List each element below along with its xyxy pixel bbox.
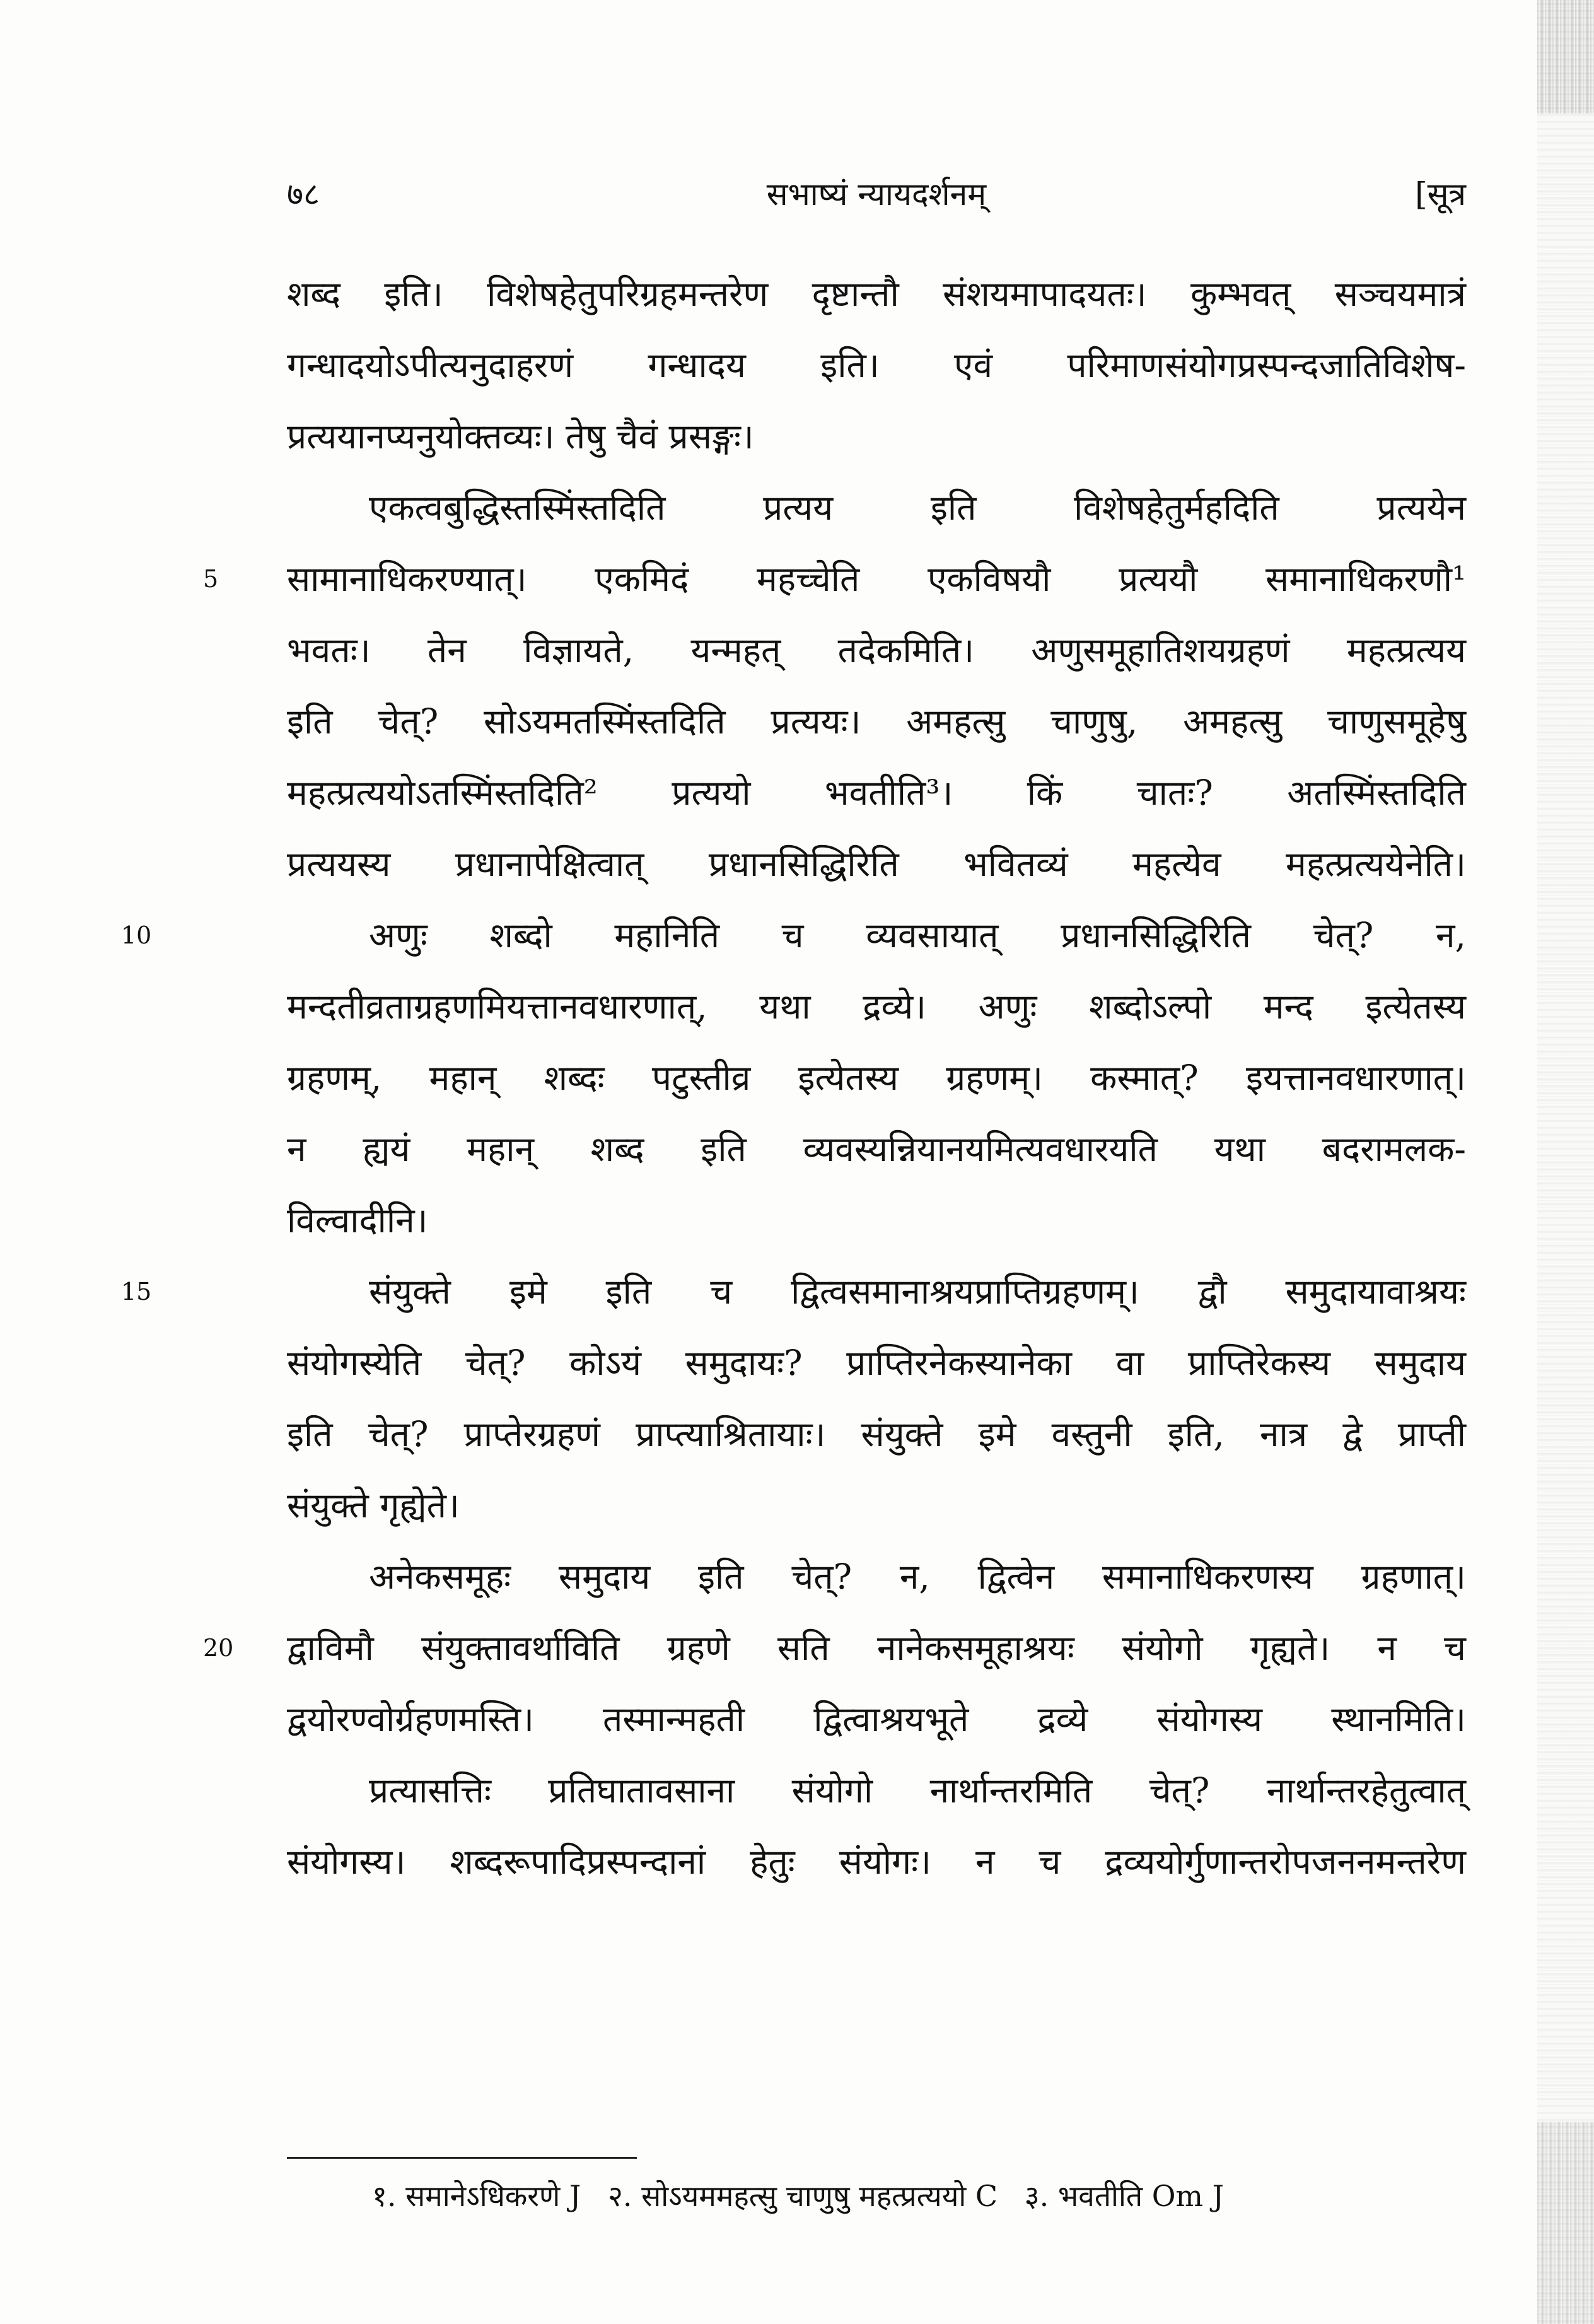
text-line-5 xyxy=(203,544,1466,615)
text-line: प्रत्ययस्य प्रधानापेक्षित्वात् प्रधानसिद्धिरिति भवितव्यं महत्येव महत्प्रत्ययेनेति। xyxy=(287,844,1466,884)
text-line: संयुक्ते गृह्येते। xyxy=(287,1485,460,1526)
scan-edge-bottom-noise xyxy=(1537,2122,1594,2324)
text-line: प्रत्ययानप्यनुयोक्तव्यः। तेषु चैवं प्रसङ्गः। xyxy=(287,416,754,457)
scan-edge-shadow xyxy=(1537,0,1594,2324)
text-line-content: सामानाधिकरण्यात्। एकमिदं महच्चेति एकविषयौ प्रत्ययौ समानाधिकरणौ¹ xyxy=(287,559,1466,599)
text-line: द्वयोरण्वोर्ग्रहणमस्ति। तस्मान्महती द्वित्वाश्रयभूते द्रव्ये संयोगस्य स्थानमिति। xyxy=(287,1699,1466,1739)
page-number: ७८ xyxy=(287,176,320,213)
text-line: न ह्ययं महान् शब्द इति व्यवस्यन्नियानयमित्यवधारयति यथा बदरामलक- xyxy=(287,1129,1466,1169)
text-line: मन्दतीव्रताग्रहणमियत्तानवधारणात्, यथा द्रव्ये। अणुः शब्दोऽल्पो मन्द इत्येतस्य xyxy=(287,986,1466,1027)
text-line: भवतः। तेन विज्ञायते, यन्महत् तदेकमिति। अणुसमूहातिशयग्रहणं महत्प्रत्यय xyxy=(287,630,1466,670)
text-line: शब्द इति। विशेषहेतुपरिग्रहमन्तरेण दृष्टान्तौ संशयमापादयतः। कुम्भवत् सञ्चयमात्रं xyxy=(287,274,1466,314)
footnote-3: ३. भवतीति Om J xyxy=(1024,2179,1225,2213)
text-line: संयोगस्येति चेत्? कोऽयं समुदायः? प्राप्तिरनेकस्यानेका वा प्राप्तिरेकस्य समुदाय xyxy=(287,1343,1466,1383)
footnote-1: १. समानेऽधिकरणे J xyxy=(372,2179,581,2213)
line-number: 5 xyxy=(203,565,219,593)
text-line: एकत्वबुद्धिस्तस्मिंस्तदिति प्रत्यय इति विशेषहेतुर्महदिति प्रत्ययेन xyxy=(369,488,1466,528)
running-header xyxy=(287,172,1466,222)
text-line-content: अणुः शब्दो महानिति च व्यवसायात् प्रधानसिद्धिरिति चेत्? न, xyxy=(369,915,1466,955)
main-text xyxy=(121,259,1466,1898)
section-marker: [सूत्र xyxy=(1415,176,1466,213)
text-line: संयोगस्य। शब्दरूपादिप्रस्पन्दानां हेतुः संयोगः। न च द्रव्ययोर्गुणान्तरोपजननमन्तरेण xyxy=(287,1842,1466,1882)
line-number: 10 xyxy=(121,921,152,949)
footnote-divider xyxy=(287,2157,637,2159)
line-number: 15 xyxy=(121,1278,152,1305)
text-line: अनेकसमूहः समुदाय इति चेत्? न, द्वित्वेन समानाधिकरणस्य ग्रहणात्। xyxy=(369,1556,1466,1597)
scan-edge-top-noise xyxy=(1537,0,1594,114)
text-line: इति चेत्? प्राप्तेरग्रहणं प्राप्त्याश्रितायाः। संयुक्ते इमे वस्तुनी इति, नात्र द्वे प्राप्ती xyxy=(287,1414,1466,1454)
footnotes xyxy=(372,2176,1466,2215)
footnote-2: २. सोऽयममहत्सु चाणुषु महत्प्रत्ययो C xyxy=(608,2179,998,2213)
text-line: महत्प्रत्ययोऽतस्मिंस्तदिति² प्रत्ययो भवतीति³। किं चातः? अतस्मिंस्तदिति xyxy=(287,773,1466,813)
text-line-20 xyxy=(203,1613,1466,1684)
text-line: गन्धादयोऽपीत्यनुदाहरणं गन्धादय इति। एवं परिमाणसंयोगप्रस्पन्दजातिविशेष- xyxy=(287,345,1466,385)
text-line-content: संयुक्ते इमे इति च द्वित्वसमानाश्रयप्राप्तिग्रहणम्। द्वौ समुदायावाश्रयः xyxy=(369,1271,1466,1312)
line-number: 20 xyxy=(203,1634,234,1662)
text-line: इति चेत्? सोऽयमतस्मिंस्तदिति प्रत्ययः। अमहत्सु चाणुषु, अमहत्सु चाणुसमूहेषु xyxy=(287,701,1466,742)
text-line: प्रत्यासत्तिः प्रतिघातावसाना संयोगो नार्थान्तरमिति चेत्? नार्थान्तरहेतुत्वात् xyxy=(369,1770,1466,1811)
text-line: विल्वादीनि। xyxy=(287,1200,428,1241)
running-title: सभाष्यं न्यायदर्शनम् xyxy=(766,176,987,213)
text-line-10 xyxy=(121,900,1466,971)
text-line-15 xyxy=(121,1256,1466,1328)
text-line: ग्रहणम्, महान् शब्दः पटुस्तीव्र इत्येतस्य ग्रहणम्। कस्मात्? इयत्तानवधारणात्। xyxy=(287,1058,1466,1098)
text-line-content: द्वाविमौ संयुक्तावर्थाविति ग्रहणे सति नानेकसमूहाश्रयः संयोगो गृह्यते। न च xyxy=(287,1628,1466,1668)
